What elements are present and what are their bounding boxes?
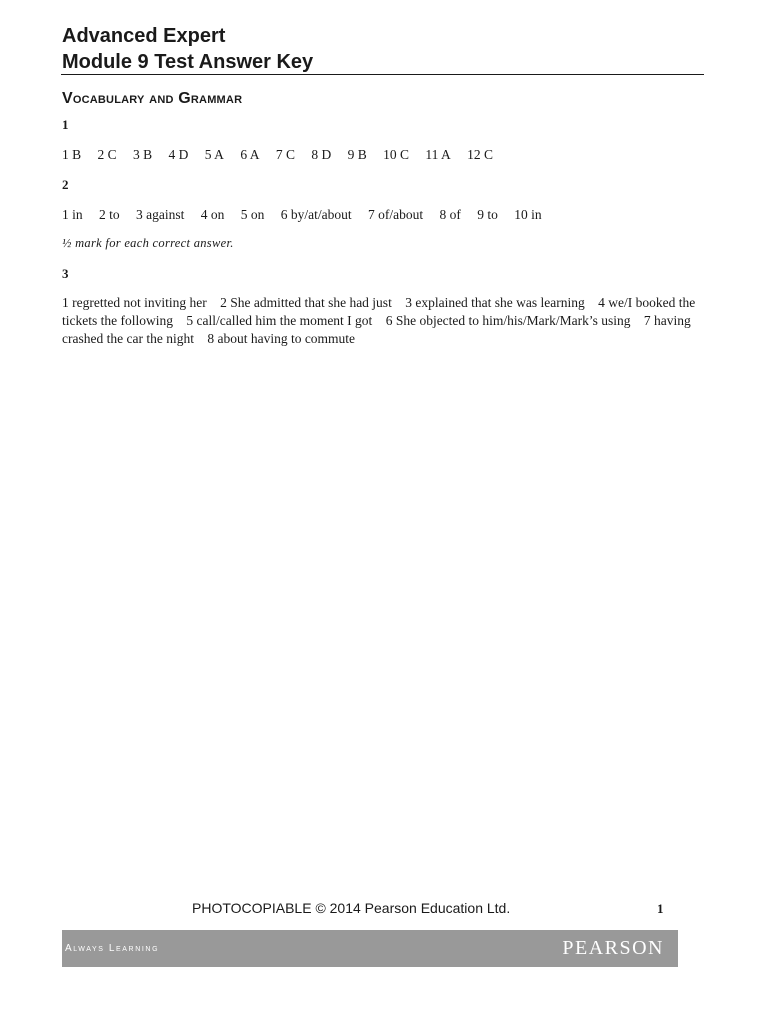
footer-banner [62, 930, 678, 967]
page-number: 1 [657, 901, 664, 916]
answer-item: 8 of [439, 207, 461, 222]
answer-item: 9 to [477, 207, 498, 222]
answer-item: 5 call/called him the moment I got [186, 313, 373, 328]
answer-item: 7 having crashed the car the night [62, 313, 691, 346]
question-2-answers [62, 206, 555, 223]
answer-item: 11 A [425, 147, 451, 162]
answer-item: 5 A [204, 147, 224, 162]
answer-item: 8 D [311, 147, 332, 162]
answer-item: 2 C [97, 147, 117, 162]
answer-item: 4 we/I booked the tickets the following [62, 295, 696, 328]
section-heading: Vocabulary and Grammar [62, 90, 243, 107]
question-number-1: 1 [62, 117, 69, 132]
question-3-answers [62, 294, 712, 348]
answer-item: 2 to [99, 207, 120, 222]
answer-item: 5 on [240, 207, 265, 222]
answer-item: 10 C [383, 147, 409, 162]
answer-item: 7 C [275, 147, 295, 162]
answer-item: 2 She admitted that she had just [220, 295, 392, 310]
header-divider [61, 74, 704, 75]
answer-item: 12 C [467, 147, 494, 162]
answer-item: 6 She objected to him/his/Mark/Mark’s using [385, 313, 631, 328]
question-number-3: 3 [62, 266, 69, 281]
question-1-answers [62, 146, 506, 163]
question-number-2: 2 [62, 177, 69, 192]
answer-item: 7 of/about [368, 207, 424, 222]
document-subtitle: Module 9 Test Answer Key [62, 51, 314, 73]
answer-item: 4 D [168, 147, 189, 162]
answer-item: 1 in [62, 207, 83, 222]
answer-item: 3 against [136, 207, 185, 222]
copyright-notice: PHOTOCOPIABLE © 2014 Pearson Education Ltd. [192, 900, 511, 916]
answer-item: 9 B [347, 147, 367, 162]
answer-item: 8 about having to commute [207, 331, 356, 346]
answer-item: 6 A [240, 147, 260, 162]
banner-tagline: Always Learning [65, 943, 160, 954]
pearson-logo: PEARSON [562, 937, 664, 959]
answer-item: 4 on [200, 207, 225, 222]
scoring-note: ½ mark for each correct answer. [62, 236, 234, 250]
answer-item: 6 by/at/about [280, 207, 352, 222]
answer-item: 10 in [514, 207, 542, 222]
answer-item: 1 regretted not inviting her [62, 295, 207, 310]
document-title: Advanced Expert [62, 25, 226, 47]
answer-item: 1 B [62, 147, 82, 162]
answer-item: 3 explained that she was learning [405, 295, 585, 310]
answer-item: 3 B [133, 147, 153, 162]
